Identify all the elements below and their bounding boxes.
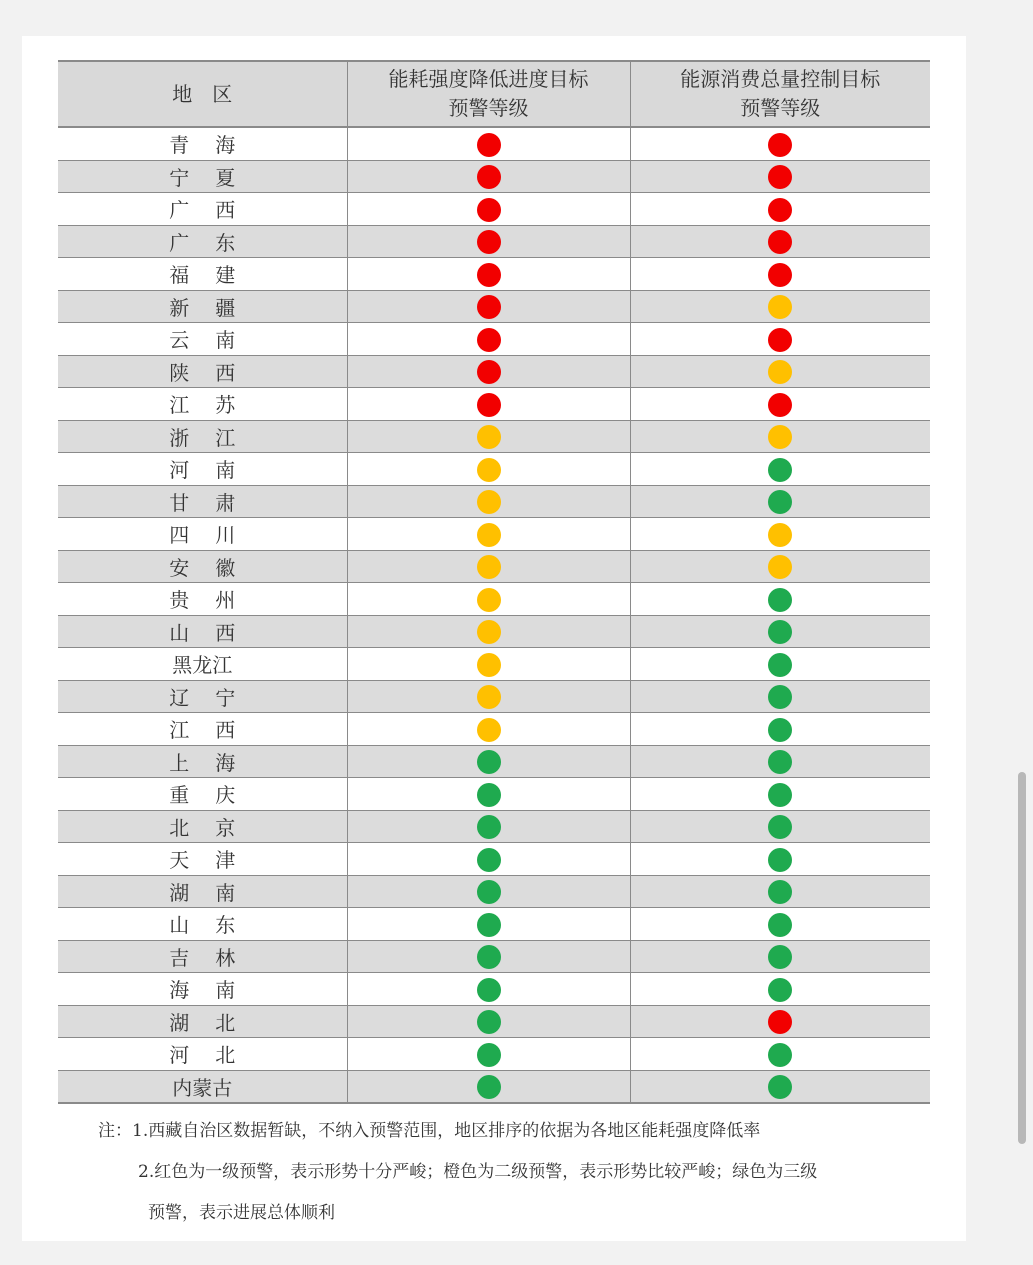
region-cell: [58, 550, 347, 583]
orange-warning-dot-icon: [768, 555, 792, 579]
table-row: [58, 583, 930, 616]
intensity-warning-cell: [347, 583, 630, 616]
table-row: [58, 453, 930, 486]
intensity-warning-cell: [347, 225, 630, 258]
orange-warning-dot-icon: [477, 685, 501, 709]
region-name: 湖 南: [169, 880, 236, 905]
red-warning-dot-icon: [768, 230, 792, 254]
region-name: 甘 肃: [169, 490, 236, 515]
red-warning-dot-icon: [768, 393, 792, 417]
region-cell: [58, 1038, 347, 1071]
red-warning-dot-icon: [768, 198, 792, 222]
intensity-warning-cell: [347, 745, 630, 778]
orange-warning-dot-icon: [768, 523, 792, 547]
table-row: [58, 420, 930, 453]
total-warning-cell: [630, 127, 930, 160]
red-warning-dot-icon: [477, 263, 501, 287]
total-warning-cell: [630, 713, 930, 746]
table-row: [58, 323, 930, 356]
total-warning-cell: [630, 1005, 930, 1038]
intensity-warning-cell: [347, 258, 630, 291]
red-warning-dot-icon: [477, 328, 501, 352]
total-warning-cell: [630, 973, 930, 1006]
table-row: [58, 908, 930, 941]
region-cell: [58, 160, 347, 193]
region-name: 河 北: [169, 1043, 236, 1068]
intensity-warning-cell: [347, 940, 630, 973]
total-warning-cell: [630, 648, 930, 681]
green-warning-dot-icon: [477, 783, 501, 807]
table-body: [58, 127, 930, 1103]
table-row: [58, 810, 930, 843]
table-row: [58, 713, 930, 746]
table-row: [58, 745, 930, 778]
intensity-warning-cell: [347, 127, 630, 160]
intensity-warning-cell: [347, 355, 630, 388]
region-cell: [58, 843, 347, 876]
orange-warning-dot-icon: [477, 620, 501, 644]
total-warning-cell: [630, 550, 930, 583]
region-name: 福 建: [169, 263, 236, 288]
green-warning-dot-icon: [477, 880, 501, 904]
intensity-warning-cell: [347, 518, 630, 551]
table-row: [58, 680, 930, 713]
green-warning-dot-icon: [768, 815, 792, 839]
region-cell: [58, 940, 347, 973]
total-warning-cell: [630, 615, 930, 648]
orange-warning-dot-icon: [768, 295, 792, 319]
green-warning-dot-icon: [477, 815, 501, 839]
region-cell: [58, 778, 347, 811]
green-warning-dot-icon: [477, 1043, 501, 1067]
region-name: 海 南: [169, 978, 236, 1003]
region-cell: [58, 225, 347, 258]
total-warning-cell: [630, 323, 930, 356]
region-cell: [58, 355, 347, 388]
table-row: [58, 518, 930, 551]
table-row: [58, 550, 930, 583]
total-warning-cell: [630, 745, 930, 778]
region-name: 江 苏: [169, 393, 236, 418]
region-cell: [58, 680, 347, 713]
orange-warning-dot-icon: [477, 458, 501, 482]
region-name: 内蒙古: [172, 1075, 233, 1100]
region-cell: [58, 485, 347, 518]
green-warning-dot-icon: [477, 913, 501, 937]
green-warning-dot-icon: [768, 783, 792, 807]
intensity-warning-cell: [347, 453, 630, 486]
green-warning-dot-icon: [477, 978, 501, 1002]
orange-warning-dot-icon: [477, 490, 501, 514]
region-cell: [58, 518, 347, 551]
total-warning-cell: [630, 843, 930, 876]
intensity-warning-cell: [347, 615, 630, 648]
region-name: 浙 江: [169, 425, 236, 450]
green-warning-dot-icon: [768, 750, 792, 774]
total-warning-cell: [630, 518, 930, 551]
total-warning-cell: [630, 388, 930, 421]
total-warning-cell: [630, 1038, 930, 1071]
region-name: 黑龙江: [172, 653, 233, 678]
red-warning-dot-icon: [477, 393, 501, 417]
footnote-2-continued: 预警，表示进展总体顺利: [148, 1203, 335, 1223]
region-cell: [58, 648, 347, 681]
red-warning-dot-icon: [477, 133, 501, 157]
table-row: [58, 875, 930, 908]
green-warning-dot-icon: [768, 945, 792, 969]
green-warning-dot-icon: [768, 978, 792, 1002]
intensity-warning-cell: [347, 843, 630, 876]
region-name: 陕 西: [169, 360, 236, 385]
region-name: 上 海: [169, 750, 236, 775]
region-name: 山 西: [169, 620, 236, 645]
table-row: [58, 193, 930, 226]
total-warning-cell: [630, 160, 930, 193]
red-warning-dot-icon: [768, 165, 792, 189]
region-cell: [58, 875, 347, 908]
orange-warning-dot-icon: [477, 555, 501, 579]
green-warning-dot-icon: [768, 848, 792, 872]
red-warning-dot-icon: [768, 328, 792, 352]
intensity-warning-cell: [347, 290, 630, 323]
table-row: [58, 127, 930, 160]
total-warning-cell: [630, 810, 930, 843]
intensity-warning-cell: [347, 193, 630, 226]
total-warning-cell: [630, 258, 930, 291]
footnote-2: 2.红色为一级预警，表示形势十分严峻；橙色为二级预警，表示形势比较严峻；绿色为三级: [138, 1162, 818, 1182]
table-row: [58, 973, 930, 1006]
total-warning-cell: [630, 420, 930, 453]
region-cell: [58, 615, 347, 648]
region-name: 湖 北: [169, 1010, 236, 1035]
intensity-warning-cell: [347, 648, 630, 681]
header-total-line1: 能源消费总量控制目标: [680, 67, 881, 91]
region-cell: [58, 290, 347, 323]
region-name: 安 徽: [169, 555, 236, 580]
green-warning-dot-icon: [477, 750, 501, 774]
scrollbar-thumb[interactable]: [1018, 772, 1026, 1144]
green-warning-dot-icon: [768, 1043, 792, 1067]
intensity-warning-cell: [347, 973, 630, 1006]
header-intensity-line2: 预警等级: [448, 96, 529, 120]
region-cell: [58, 323, 347, 356]
region-cell: [58, 388, 347, 421]
table-row: [58, 1070, 930, 1103]
green-warning-dot-icon: [768, 620, 792, 644]
table-row: [58, 648, 930, 681]
intensity-warning-cell: [347, 420, 630, 453]
orange-warning-dot-icon: [477, 653, 501, 677]
total-warning-cell: [630, 193, 930, 226]
region-name: 青 海: [169, 133, 236, 158]
footnote-1: 注：1.西藏自治区数据暂缺，不纳入预警范围，地区排序的依据为各地区能耗强度降低率: [98, 1121, 761, 1141]
region-name: 重 庆: [169, 783, 236, 808]
intensity-warning-cell: [347, 778, 630, 811]
table-row: [58, 388, 930, 421]
region-cell: [58, 1005, 347, 1038]
header-intensity-line1: 能耗强度降低进度目标: [388, 67, 589, 91]
intensity-warning-cell: [347, 1005, 630, 1038]
region-name: 北 京: [169, 815, 236, 840]
region-cell: [58, 258, 347, 291]
header-intensity-warning: [347, 61, 630, 127]
intensity-warning-cell: [347, 160, 630, 193]
intensity-warning-cell: [347, 1038, 630, 1071]
orange-warning-dot-icon: [477, 425, 501, 449]
region-cell: [58, 713, 347, 746]
header-total-line2: 预警等级: [740, 96, 821, 120]
intensity-warning-cell: [347, 875, 630, 908]
warning-table: [58, 60, 930, 1104]
red-warning-dot-icon: [477, 360, 501, 384]
table-row: [58, 290, 930, 323]
region-name: 江 西: [169, 718, 236, 743]
region-cell: [58, 810, 347, 843]
header-region: 地 区: [58, 61, 347, 127]
footnotes: [98, 1111, 938, 1234]
orange-warning-dot-icon: [477, 523, 501, 547]
region-name: 贵 州: [169, 588, 236, 613]
intensity-warning-cell: [347, 908, 630, 941]
region-name: 天 津: [169, 848, 236, 873]
table-row: [58, 615, 930, 648]
intensity-warning-cell: [347, 810, 630, 843]
green-warning-dot-icon: [768, 490, 792, 514]
document-page: [22, 36, 966, 1241]
region-name: 云 南: [169, 328, 236, 353]
region-cell: [58, 973, 347, 1006]
region-name: 河 南: [169, 458, 236, 483]
green-warning-dot-icon: [768, 913, 792, 937]
total-warning-cell: [630, 355, 930, 388]
total-warning-cell: [630, 1070, 930, 1103]
red-warning-dot-icon: [768, 1010, 792, 1034]
intensity-warning-cell: [347, 680, 630, 713]
table-row: [58, 778, 930, 811]
orange-warning-dot-icon: [477, 588, 501, 612]
intensity-warning-cell: [347, 323, 630, 356]
total-warning-cell: [630, 225, 930, 258]
table-row: [58, 160, 930, 193]
region-cell: [58, 908, 347, 941]
green-warning-dot-icon: [477, 1075, 501, 1099]
green-warning-dot-icon: [477, 848, 501, 872]
region-name: 吉 林: [169, 945, 236, 970]
total-warning-cell: [630, 778, 930, 811]
region-name: 宁 夏: [169, 165, 236, 190]
total-warning-cell: [630, 453, 930, 486]
region-cell: [58, 1070, 347, 1103]
total-warning-cell: [630, 680, 930, 713]
red-warning-dot-icon: [477, 230, 501, 254]
region-name: 四 川: [169, 523, 236, 548]
green-warning-dot-icon: [477, 1010, 501, 1034]
orange-warning-dot-icon: [768, 360, 792, 384]
red-warning-dot-icon: [477, 295, 501, 319]
green-warning-dot-icon: [477, 945, 501, 969]
red-warning-dot-icon: [768, 133, 792, 157]
table-row: [58, 843, 930, 876]
region-cell: [58, 420, 347, 453]
region-name: 广 东: [169, 230, 236, 255]
region-cell: [58, 583, 347, 616]
total-warning-cell: [630, 875, 930, 908]
total-warning-cell: [630, 583, 930, 616]
table-row: [58, 1038, 930, 1071]
total-warning-cell: [630, 940, 930, 973]
table-row: [58, 940, 930, 973]
region-name: 广 西: [169, 198, 236, 223]
total-warning-cell: [630, 290, 930, 323]
region-cell: [58, 127, 347, 160]
green-warning-dot-icon: [768, 880, 792, 904]
intensity-warning-cell: [347, 1070, 630, 1103]
region-name: 新 疆: [169, 295, 236, 320]
region-cell: [58, 193, 347, 226]
table-row: [58, 485, 930, 518]
table-row: [58, 355, 930, 388]
green-warning-dot-icon: [768, 588, 792, 612]
table-row: [58, 258, 930, 291]
table-row: [58, 225, 930, 258]
orange-warning-dot-icon: [768, 425, 792, 449]
total-warning-cell: [630, 485, 930, 518]
table-header-row: [58, 61, 930, 127]
green-warning-dot-icon: [768, 718, 792, 742]
intensity-warning-cell: [347, 388, 630, 421]
region-cell: [58, 745, 347, 778]
green-warning-dot-icon: [768, 685, 792, 709]
red-warning-dot-icon: [477, 165, 501, 189]
red-warning-dot-icon: [477, 198, 501, 222]
header-total-warning: [630, 61, 930, 127]
green-warning-dot-icon: [768, 458, 792, 482]
green-warning-dot-icon: [768, 1075, 792, 1099]
intensity-warning-cell: [347, 713, 630, 746]
intensity-warning-cell: [347, 485, 630, 518]
table-row: [58, 1005, 930, 1038]
total-warning-cell: [630, 908, 930, 941]
region-cell: [58, 453, 347, 486]
region-name: 山 东: [169, 913, 236, 938]
green-warning-dot-icon: [768, 653, 792, 677]
region-name: 辽 宁: [169, 685, 236, 710]
intensity-warning-cell: [347, 550, 630, 583]
orange-warning-dot-icon: [477, 718, 501, 742]
red-warning-dot-icon: [768, 263, 792, 287]
